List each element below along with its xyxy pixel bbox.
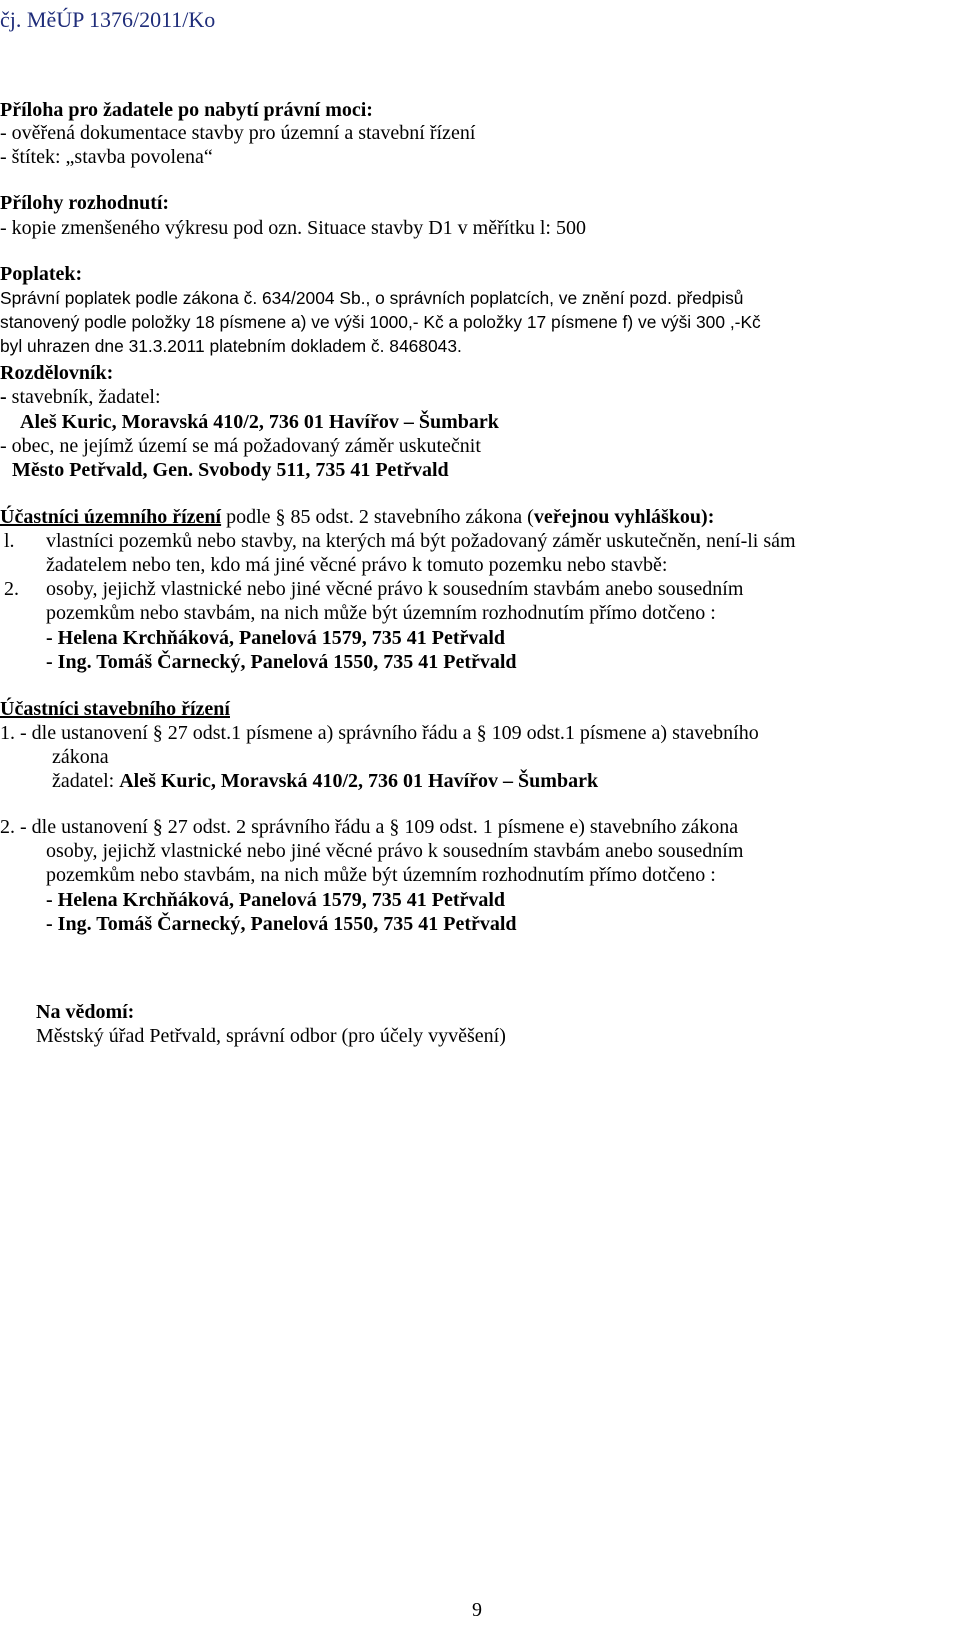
builder-label (0, 385, 161, 409)
attachment-item: - ověřená dokumentace stavby pro územní a stavební řízení (0, 122, 476, 144)
building-applicant-name: Aleš Kuric, Moravská 410/2, 736 01 Havířov – Šumbark (119, 770, 599, 792)
fee-line: Správní poplatek podle zákona č. 634/2004 Sb., o správních poplatcích, ve znění pozd. předpisů (0, 288, 744, 308)
notice-heading: Na vědomí: (36, 1001, 135, 1023)
zoning-item-number: 2. (4, 578, 19, 600)
building-person: - Helena Krchňáková, Panelová 1579, 735 41 Petřvald (46, 889, 506, 911)
fee-line: byl uhrazen dne 31.3.2011 platebním dokladem č. 8468043. (0, 336, 462, 356)
building-item-text: pozemkům nebo stavbám, na nich může být územním rozhodnutím přímo dotčeno : (46, 864, 716, 886)
building-item-text: 2. - dle ustanovení § 27 odst. 2 správního řádu a § 109 odst. 1 písmene e) stavebního zákona (0, 816, 739, 838)
building-item-text: zákona (52, 746, 109, 768)
zoning-item-text: osoby, jejichž vlastnické nebo jiné věcné právo k sousedním stavbám anebo sousedním (46, 578, 744, 600)
page-number: 9 (472, 1599, 482, 1621)
zoning-participants-heading (0, 505, 714, 529)
attachment-item: - štítek: „stavba povolena“ (0, 146, 213, 168)
zoning-heading-law: podle § 85 odst. 2 stavebního zákona ( (221, 506, 534, 528)
zoning-person: - Helena Krchňáková, Panelová 1579, 735 41 Petřvald (46, 627, 506, 649)
zoning-person: - Ing. Tomáš Čarnecký, Panelová 1550, 735 41 Petřvald (46, 651, 517, 673)
building-applicant-label: žadatel: (52, 770, 120, 792)
decision-attachment-item: - kopie zmenšeného výkresu pod ozn. Situace stavby D1 v měřítku l: 500 (0, 217, 586, 239)
reference-number: čj. MěÚP 1376/2011/Ko (0, 7, 216, 32)
building-item-text: 1. - dle ustanovení § 27 odst.1 písmene a) správního řádu a § 109 odst.1 písmene a) stavebního (0, 722, 759, 744)
municipality-label: - obec, ne jejímž území se má požadovaný záměr uskutečnit (0, 435, 481, 457)
distribution-heading: Rozdělovník: (0, 362, 114, 384)
zoning-heading-notice: veřejnou vyhláškou): (533, 506, 715, 528)
zoning-item-text: pozemkům nebo stavbám, na nich může být územním rozhodnutím přímo dotčeno : (46, 602, 716, 624)
building-person: - Ing. Tomáš Čarnecký, Panelová 1550, 735 41 Petřvald (46, 913, 517, 935)
building-item-text: osoby, jejichž vlastnické nebo jiné věcné právo k sousedním stavbám anebo sousedním (46, 840, 744, 862)
zoning-item-text: žadatelem nebo ten, kdo má jiné věcné právo k tomuto pozemku nebo stavbě: (46, 554, 668, 576)
notice-recipient: Městský úřad Petřvald, správní odbor (pro účely vyvěšení) (36, 1025, 506, 1047)
builder-label-dash: - (0, 386, 12, 408)
zoning-heading-title: Účastníci územního řízení (0, 506, 222, 528)
builder-address: Aleš Kuric, Moravská 410/2, 736 01 Havířov – Šumbark (20, 411, 499, 433)
municipality-address: Město Petřvald, Gen. Svobody 511, 735 41 Petřvald (12, 459, 449, 481)
building-applicant (52, 769, 598, 793)
fee-line: stanovený podle položky 18 písmene a) ve výši 1000,- Kč a položky 17 písmene f) ve výši 300 ,-Kč (0, 312, 761, 332)
decision-attachments-heading: Přílohy rozhodnutí: (0, 192, 170, 214)
builder-label-text: stavebník, žadatel: (11, 386, 161, 408)
fee-heading: Poplatek: (0, 263, 83, 285)
zoning-item-number: l. (4, 530, 15, 552)
attachments-heading: Příloha pro žadatele po nabytí právní moci: (0, 99, 373, 121)
zoning-item-text: vlastníci pozemků nebo stavby, na kterých má být požadovaný záměr uskutečněn, není-li sám (46, 530, 796, 552)
building-participants-heading: Účastníci stavebního řízení (0, 698, 230, 720)
